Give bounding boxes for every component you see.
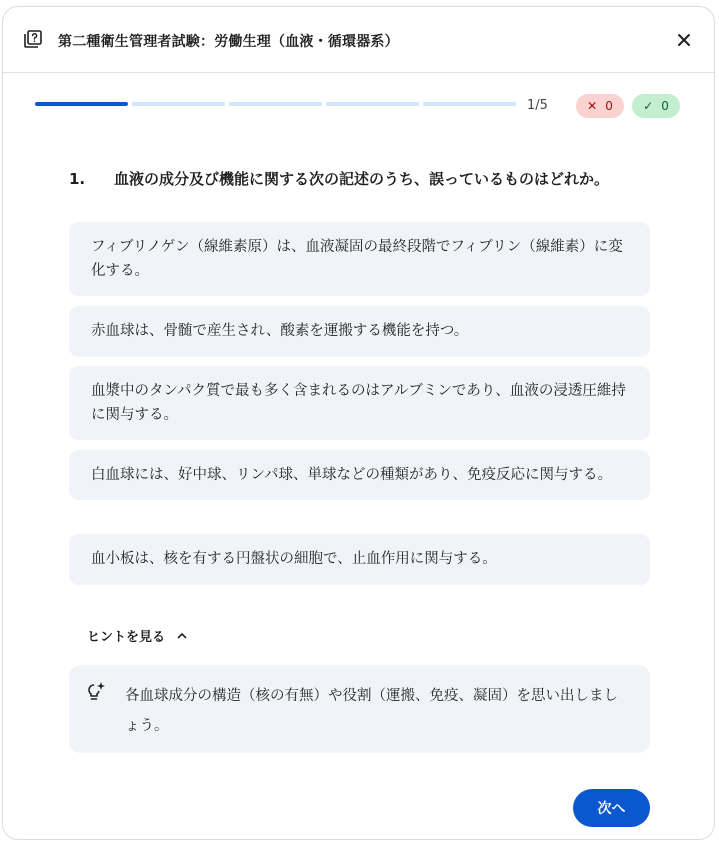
- dialog-header: [3, 7, 714, 73]
- close-button[interactable]: [672, 28, 696, 52]
- close-icon: [677, 33, 691, 47]
- hint-toggle[interactable]: [87, 626, 187, 645]
- question-text: 血液の成分及び機能に関する次の記述のうち、誤っているものはどれか。: [114, 170, 610, 188]
- option-text: 赤血球は、骨髄で産生され、酸素を運搬する機能を持つ。: [91, 323, 469, 339]
- answer-option[interactable]: [69, 222, 650, 296]
- close-icon: ✕: [587, 99, 598, 113]
- correct-count-badge: [632, 94, 680, 118]
- progress-count: 1/5: [527, 98, 548, 113]
- next-button[interactable]: 次へ: [573, 789, 650, 827]
- option-text: フィブリノゲン（線維素原）は、血液凝固の最終段階でフィブリン（線維素）に変化する。: [91, 239, 623, 279]
- correct-count: 0: [661, 99, 669, 113]
- progress-segment: [132, 102, 225, 106]
- hint-panel: [69, 665, 650, 753]
- question-number: 1.: [69, 170, 86, 188]
- answer-option[interactable]: [69, 366, 650, 440]
- option-text: 白血球には、好中球、リンパ球、単球などの種類があり、免疫反応に関与する。: [91, 467, 612, 483]
- progress-segment: [423, 102, 516, 106]
- progress-segment: [326, 102, 419, 106]
- chevron-up-icon: [177, 632, 187, 639]
- dialog-title: 第二種衛生管理者試験：労働生理（血液・循環器系）: [58, 34, 399, 50]
- lightbulb-icon: [86, 681, 106, 703]
- progress-segment: [35, 102, 128, 106]
- quiz-icon: [23, 29, 43, 49]
- answer-option[interactable]: [69, 306, 650, 357]
- hint-text: 各血球成分の構造（核の有無）や役割（運搬、免疫、凝固）を思い出しましょう。: [125, 688, 618, 734]
- answer-option[interactable]: [69, 450, 650, 500]
- hint-toggle-label: ヒントを見る: [87, 630, 166, 645]
- wrong-count-badge: [576, 94, 624, 118]
- progress-segment: [229, 102, 322, 106]
- check-icon: ✓: [643, 99, 654, 113]
- option-text: 血小板は、核を有する円盤状の細胞で、止血作用に関与する。: [91, 551, 497, 567]
- option-text: 血漿中のタンパク質で最も多く含まれるのはアルブミンであり、血液の浸透圧維持に関与する。: [91, 383, 626, 423]
- wrong-count: 0: [605, 99, 613, 113]
- quiz-dialog: [2, 6, 715, 840]
- progress-bar: [35, 102, 516, 108]
- answer-option[interactable]: [69, 534, 650, 585]
